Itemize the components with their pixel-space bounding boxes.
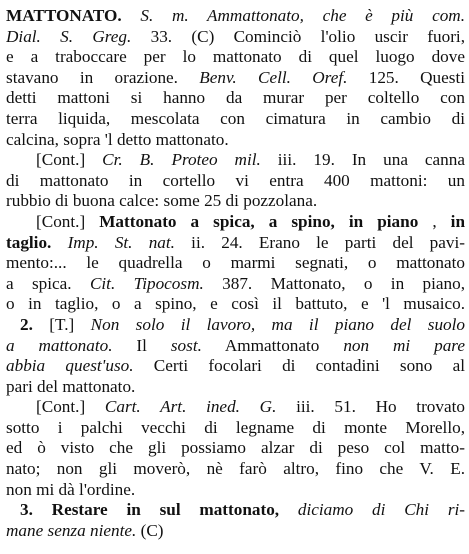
text-run: nato; non gli moverò, nè farò altro, fino che V. E. (6, 459, 465, 479)
entry-line (6, 212, 465, 233)
entry-line (6, 68, 465, 89)
entry-line (6, 109, 465, 130)
text-run: mento:... le quadrella o marmi segnati, o mattonato (6, 253, 465, 273)
text-run: (C) (136, 520, 164, 540)
entry-line (6, 88, 465, 109)
italic-text: non mi pare (343, 335, 465, 355)
entry-line (6, 377, 465, 398)
text-run: 33. (C) Cominciò l'olio uscir fuori, (131, 26, 465, 46)
text-run: Ammattonato (201, 335, 344, 355)
entry-line (6, 438, 465, 459)
text-run: 125. Questi (347, 67, 465, 87)
text-run: [T.] (49, 314, 91, 334)
text-run: 387. Mattonato, o in piano, (203, 273, 465, 293)
bold-text: MATTONATO. (6, 6, 122, 25)
entry-line (6, 274, 465, 295)
text-run: stavano in orazione. (6, 67, 200, 87)
italic-text: Benv. Cell. Oref. (199, 67, 348, 87)
text-run: calcina, sopra 'l detto mattonato. (6, 129, 229, 149)
text-run: [Cont.] (36, 397, 105, 417)
text-run: rubbio di buona calce: some 25 di pozzolana. (6, 191, 318, 211)
italic-text: Non solo il lavoro, ma il piano del suolo (90, 314, 465, 334)
bold-text: Mattonato a spica, a spino, in piano (99, 211, 419, 231)
text-run: detti mattoni si hanno da murar per coltello con (6, 88, 465, 108)
italic-text: Cr. B. Proteo mil. (102, 150, 261, 170)
entry-line (6, 253, 465, 274)
italic-text: Imp. St. nat. (67, 232, 175, 252)
text-run (122, 6, 141, 25)
entry-line (6, 233, 465, 254)
italic-text: mane senza niente. (6, 520, 137, 540)
text-run: sotto i palchi vecchi di legname di monte Morello, (6, 417, 465, 437)
text-run: non mi dà l'ordine. (6, 479, 136, 499)
italic-text: Dial. S. Greg. (6, 26, 132, 46)
entry-line (6, 171, 465, 192)
italic-text: Cart. Art. ined. G. (104, 397, 277, 417)
text-run: o in taglio, o a spino, e così il battuto, e 'l musaico. (6, 294, 465, 314)
bold-text: taglio. (6, 232, 52, 252)
italic-text: abbia quest'uso. (6, 356, 134, 376)
text-run: Il (112, 335, 171, 355)
text-run: ii. 24. Erano le parti del pavi- (174, 232, 465, 252)
entry-line (6, 397, 465, 418)
italic-text: sost. (170, 335, 202, 355)
entry-line (6, 6, 465, 27)
text-run: pari del mattonato. (6, 376, 136, 396)
entry-line (6, 294, 465, 315)
entry-line (6, 500, 465, 521)
entry-line (6, 336, 465, 357)
entry-line (6, 459, 465, 480)
entry-line (6, 191, 465, 212)
entry-line (6, 130, 465, 151)
text-run: [Cont.] (36, 211, 100, 231)
text-run: [Cont.] (36, 150, 103, 170)
text-run: e a traboccare per lo mattonato di quel luogo dove (6, 47, 465, 67)
text-run: a spica. (6, 273, 90, 293)
text-run: , (418, 211, 451, 231)
text-run: Certi focolari di contadini sono al (133, 356, 465, 376)
entry-line (6, 27, 465, 48)
text-run: terra liquida, mescolata con cimatura in cambio di (6, 108, 465, 128)
italic-text: diciamo di Chi ri- (297, 500, 465, 520)
entry-line (6, 315, 465, 336)
text-run: ed ò visto che gli possiamo alzar di peso col matto- (6, 438, 465, 458)
italic-text: a mattonato. (6, 335, 113, 355)
text-run: di mattonato in cortello vi entra 400 mattoni: un (6, 170, 465, 190)
text-run: iii. 19. In una canna (260, 150, 465, 170)
entry-line (6, 47, 465, 68)
entry-line (6, 356, 465, 377)
entry-line (6, 480, 465, 501)
entry-line (6, 521, 465, 542)
italic-text: Cit. Tipocosm. (89, 273, 204, 293)
entry-line (6, 150, 465, 171)
bold-text: 3. Restare in sul mattonato, (20, 500, 280, 520)
bold-text: in (450, 211, 465, 231)
italic-text: S. m. Ammattonato, che è più com. (140, 6, 465, 25)
text-run (51, 233, 67, 252)
entry-line (6, 418, 465, 439)
text-run (279, 500, 298, 519)
bold-text: 2. (20, 314, 50, 334)
text-run: iii. 51. Ho trovato (276, 397, 465, 417)
